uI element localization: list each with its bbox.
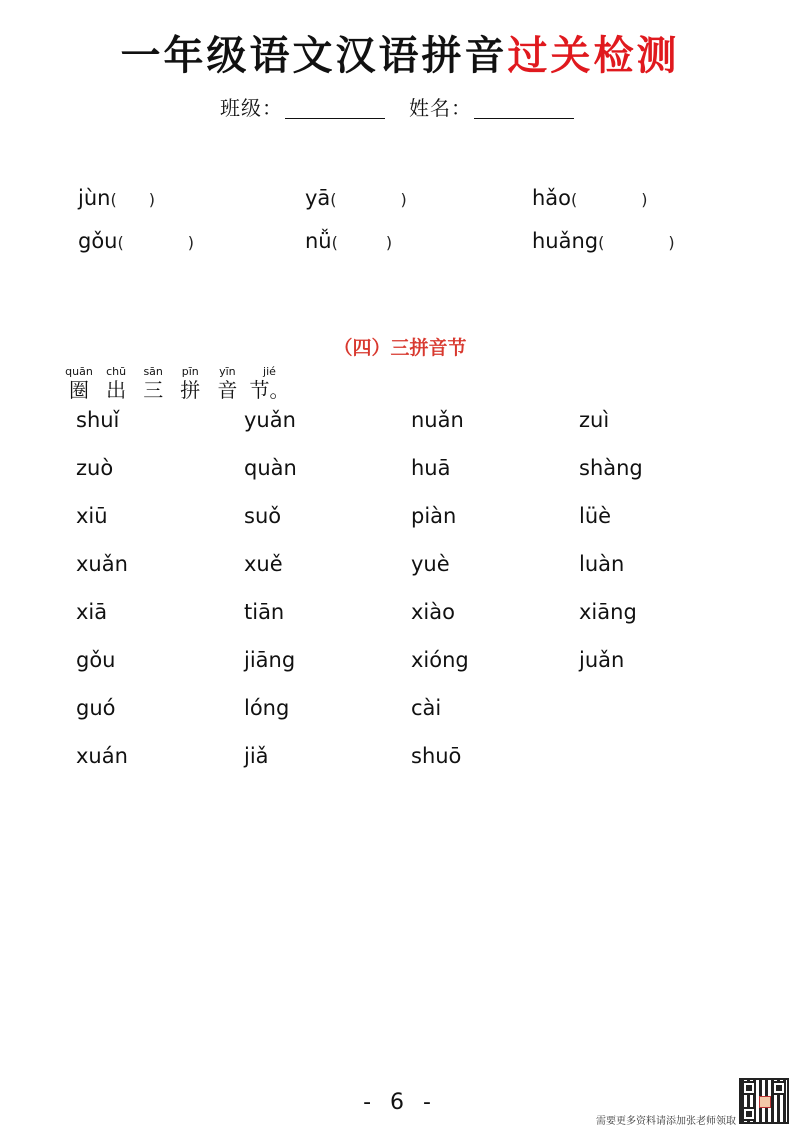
ruby-char [210,366,244,402]
syllable-item[interactable]: juǎn [579,648,625,672]
page-title [0,24,800,81]
syllable-item[interactable]: shuǐ [76,408,120,432]
syllable-item[interactable]: xióng [411,648,469,672]
pinyin-text: yā [305,186,331,210]
syllable-item[interactable]: jiǎ [244,744,269,768]
ruby-hanzi: 节。 [249,378,290,402]
syllable-item[interactable]: quàn [244,456,297,480]
syllable-item[interactable]: lüè [579,504,612,528]
pinyin-text: huǎng [532,229,599,253]
answer-paren[interactable]: ( ) [117,233,194,252]
syllable-item[interactable]: jiāng [244,648,296,672]
ruby-pinyin: chū [106,365,127,378]
class-blank[interactable] [285,98,385,119]
syllable-item[interactable]: yuǎn [244,408,296,432]
pinyin-text: jùn [78,186,111,210]
syllable-item[interactable]: luàn [579,552,625,576]
answer-paren[interactable]: ( ) [110,190,155,209]
pinyin-item [532,229,675,253]
ruby-char [173,366,207,402]
syllable-item[interactable]: xuǎn [76,552,128,576]
name-blank[interactable] [474,98,574,119]
pinyin-text: hǎo [532,186,572,210]
syllable-item[interactable]: xuán [76,744,128,768]
ruby-hanzi: 三 [143,378,164,402]
qr-code-icon [739,1078,789,1124]
pinyin-item [305,186,407,210]
title-highlight: 过关检测 [507,32,680,79]
name-label: 姓名： [409,96,472,120]
syllable-item[interactable]: zuò [76,456,114,480]
syllable-item[interactable]: cài [411,696,442,720]
ruby-hanzi: 音 [217,378,238,402]
syllable-item[interactable]: huā [411,456,451,480]
pinyin-item [78,229,194,253]
pinyin-item [78,186,155,210]
ruby-hanzi: 出 [106,378,127,402]
syllable-item[interactable]: xiào [411,600,455,624]
syllable-item[interactable]: xiāng [579,600,637,624]
ruby-char [136,366,170,402]
answer-paren[interactable]: ( ) [598,233,675,252]
syllable-item[interactable]: shuō [411,744,462,768]
ruby-pinyin: yīn [219,365,236,378]
section-title: （四）三拼音节 [333,337,467,359]
ruby-pinyin: sān [143,365,163,378]
instruction [62,366,289,402]
syllable-item[interactable]: nuǎn [411,408,464,432]
syllable-item[interactable]: xiū [76,504,108,528]
ruby-char [247,366,291,402]
pinyin-text: nǚ [305,229,332,253]
syllable-item[interactable]: xiā [76,600,108,624]
syllable-item[interactable]: shàng [579,456,643,480]
syllable-item[interactable]: suǒ [244,504,282,528]
ruby-pinyin: quān [65,365,93,378]
footnote: 需要更多资料请添加张老师领取 [596,1116,736,1127]
title-main: 一年级语文汉语拼音 [120,32,508,79]
pinyin-text: gǒu [78,229,118,253]
ruby-hanzi: 圈 [69,378,89,402]
ruby-char [99,366,133,402]
answer-paren[interactable]: ( ) [331,233,393,252]
ruby-char [62,366,96,402]
ruby-hanzi: 拼 [180,378,201,402]
syllable-item[interactable]: guó [76,696,116,720]
syllable-item[interactable]: lóng [244,696,290,720]
syllable-item[interactable]: zuì [579,408,610,432]
syllable-item[interactable]: yuè [411,552,450,576]
answer-paren[interactable]: ( ) [571,190,648,209]
syllable-item[interactable]: tiān [244,600,285,624]
page-number: - 6 - [363,1090,437,1115]
pinyin-item [305,229,392,253]
answer-paren[interactable]: ( ) [330,190,407,209]
pinyin-item [532,186,648,210]
class-label: 班级： [220,96,283,120]
syllable-item[interactable]: piàn [411,504,457,528]
ruby-pinyin: jié [263,365,276,378]
syllable-item[interactable]: gǒu [76,648,116,672]
student-info [0,92,800,121]
ruby-pinyin: pīn [181,365,199,378]
syllable-item[interactable]: xuě [244,552,283,576]
